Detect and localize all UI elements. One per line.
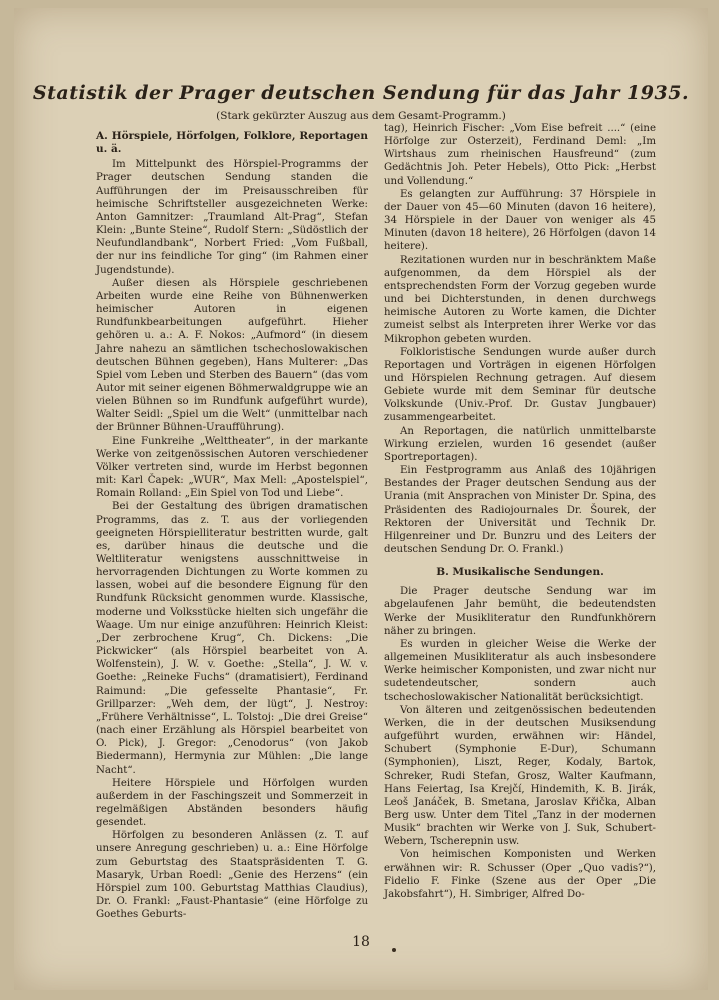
paragraph: Es wurden in gleicher Weise die Werke der allgemeinen Musikliteratur als auch insbesondere Werke heimischer Komponisten, und zwar nicht nur sudetendeutscher, sondern auch tschechoslowakischer Nationalität berücksichtigt. (384, 638, 656, 703)
paragraph: Von älteren und zeitgenössischen bedeutenden Werken, die in der deutschen Musiksendung aufgeführt wurden, erwähnen wir: Händel, Schubert (Symphonie E-Dur), Schumann (Symphonien), Liszt, Reger, Kodaly, Bartok, Schreker, Rudi Stefan, Grosz, Walter Kaufmann, Hans Feiertag, Isa Krejčí, Hindemith, K. B. Jirák, Leoš Janáček, B. Smetana, Jaroslav Křička, Alban Berg usw. Unter dem Titel „Tanz in der modernen Musik“ brachten wir Werke von J. Suk, Schubert-Webern, Tscherepnin usw. (384, 704, 656, 848)
section-b-heading: B. Musikalische Sendungen. (436, 566, 604, 579)
paragraph: Folkloristische Sendungen wurde außer durch Reportagen und Vorträgen in eigenen Hörfolgen und Hörspielen Rechnung getragen. Auf diesem Gebiete wurde mit dem Seminar für deutsche Volkskunde (Univ.-Prof. Dr. Gustav Jungbauer) zusammengearbeitet. (384, 346, 656, 424)
paragraph: Bei der Gestaltung des übrigen dramatischen Programms, das z. T. aus der vorliegenden geeigneten Hörspielliteratur bestritten wurde, galt es, darüber hinaus die deutsche und die Weltliteratur wenigstens ausschnittweise in hervorragenden Dichtungen zu Worte kommen zu lassen, wobei auf die besondere Eignung für den Rundfunk Rücksicht genommen wurde. Klassische, moderne und Volksstücke hielten sich ungefähr die Waage. Um nur einige anzuführen: Heinrich Kleist: „Der zerbrochene Krug“, Ch. Dickens: „Die Pickwicker“ (als Hörspiel bearbeitet von A. Wolfenstein), J. W. v. Goethe: „Stella“, J. W. v. Goethe: „Reineke Fuchs“ (dramatisiert), Ferdinand Raimund: „Die gefesselte Phantasie“, Fr. Grillparzer: „Weh dem, der lügt“, J. Nestroy: „Frühere Verhältnisse“, L. Tolstoj: „Die drei Greise“ (nach einer Erzählung als Hörspiel bearbeitet von O. Pick), J. Gregor: „Cenodorus“ (von Jakob Biedermann), Hermynia zur Mühlen: „Die lange Nacht“. (96, 501, 368, 776)
section-a-heading: A. Hörspiele, Hörfolgen, Folklore, Reportagen u. ä. (96, 130, 368, 156)
page-title: Statistik der Prager deutschen Sendung für das Jahr 1935. (32, 82, 690, 104)
paragraph: Rezitationen wurden nur in beschränktem Maße aufgenommen, da dem Hörspiel als der entsprechendsten Form der Vorzug gegeben wurde und bei Dichterstunden, in denen durchwegs heimische Autoren zu Worte kamen, die Dichter zumeist selbst als Interpreten ihrer Werke vor das Mikrophon gebeten wurden. (384, 254, 656, 345)
right-column (384, 122, 656, 901)
paragraph: Hörfolgen zu besonderen Anlässen (z. T. auf unsere Anregung geschrieben) u. a.: Eine Hörfolge zum Geburtstag des Staatspräsidenten T. G. Masaryk, Urban Roedl: „Genie des Herzens“ (ein Hörspiel zum 100. Geburtstag Matthias Claudius), Dr. O. Frankl: „Faust-Phantasie“ (eine Hörfolge zu Goethes Geburts- (96, 830, 368, 921)
paragraph: tag), Heinrich Fischer: „Vom Eise befreit ....“ (eine Hörfolge zur Osterzeit), Ferdinand Deml: „Im Wirtshaus zum rheinischen Hausfreund“ (zum Gedächtnis Joh. Peter Hebels), Otto Pick: „Herbst und Vollendung.“ (384, 123, 656, 187)
paragraph: Heitere Hörspiele und Hörfolgen wurden außerdem in der Faschingszeit und Sommerzeit in regelmäßigen Abständen besonders häufig gesendet. (96, 777, 368, 829)
left-column (96, 130, 368, 921)
paragraph: Von heimischen Komponisten und Werken erwähnen wir: R. Schusser (Oper „Quo vadis?“), Fidelio F. Finke (Szene aus der Oper „Die Jakobsfahrt“), H. Simbriger, Alfred Do- (384, 849, 656, 900)
paragraph: Die Prager deutsche Sendung war im abgelaufenen Jahr bemüht, die bedeutendsten Werke der Musikliteratur den Rundfunkhörern näher zu bringen. (384, 586, 656, 637)
page-number: 18 (352, 934, 370, 950)
paragraph: Eine Funkreihe „Welttheater“, in der markante Werke von zeitgenössischen Autoren verschiedener Völker vertreten sind, wurde im Herbst begonnen mit: Karl Čapek: „WUR“, Max Mell: „Apostelspiel“, Romain Rolland: „Ein Spiel von Tod und Liebe“. (96, 435, 368, 500)
paragraph: Ein Festprogramm aus Anlaß des 10jährigen Bestandes der Prager deutschen Sendung aus der Urania (mit Ansprachen von Minister Dr. Spina, des Präsidenten des Radiojournales Dr. Šourek, der Rektoren der Universität und Technik Dr. Hilgenreiner und Dr. Bunzru und des Leiters der deutschen Sendung Dr. O. Frankl.) (384, 465, 656, 555)
page-subtitle: (Stark gekürzter Auszug aus dem Gesamt-Programm.) (216, 110, 506, 122)
paragraph: Außer diesen als Hörspiele geschriebenen Arbeiten wurde eine Reihe von Bühnenwerken heimischer Autoren in eigenen Rundfunkbearbeitungen aufgeführt. Hieher gehören u. a.: A. F. Nokos: „Aufmord“ (in diesem Jahre nahezu an sämtlichen tschechoslowakischen deutschen Bühnen gegeben), Hans Multerer: „Das Spiel vom Leben und Sterben des Bauern“ (das vom Autor mit seiner eigenen Böhmerwaldgruppe wie an vielen Bühnen so im Rundfunk aufgeführt wurde), Walter Seidl: „Spiel um die Welt“ (unmittelbar nach der Brünner Bühnen-Uraufführung). (96, 277, 368, 434)
paragraph: An Reportagen, die natürlich unmittelbarste Wirkung erzielen, wurden 16 gesendet (außer Sportreportagen). (384, 425, 656, 463)
binding-hole (392, 948, 396, 952)
document-page (14, 8, 708, 990)
paragraph: Es gelangten zur Aufführung: 37 Hörspiele in der Dauer von 45—60 Minuten (davon 16 heitere), 34 Hörspiele in der Dauer von weniger als 45 Minuten (davon 18 heitere), 26 Hörfolgen (davon 14 heitere). (384, 188, 656, 253)
paragraph: Im Mittelpunkt des Hörspiel-Programms der Prager deutschen Sendung standen die Aufführungen der im Preisausschreiben für heimische Schriftsteller ausgezeichneten Werke: Anton Gamnitzer: „Traumland Alt-Prag“, Stefan Klein: „Bunte Steine“, Rudolf Stern: „Südöstlich der Neufundlandbank“, Norbert Fried: „Vom Fußball, der nur ins feindliche Tor ging“ (im Rahmen einer Jugendstunde). (96, 159, 368, 276)
